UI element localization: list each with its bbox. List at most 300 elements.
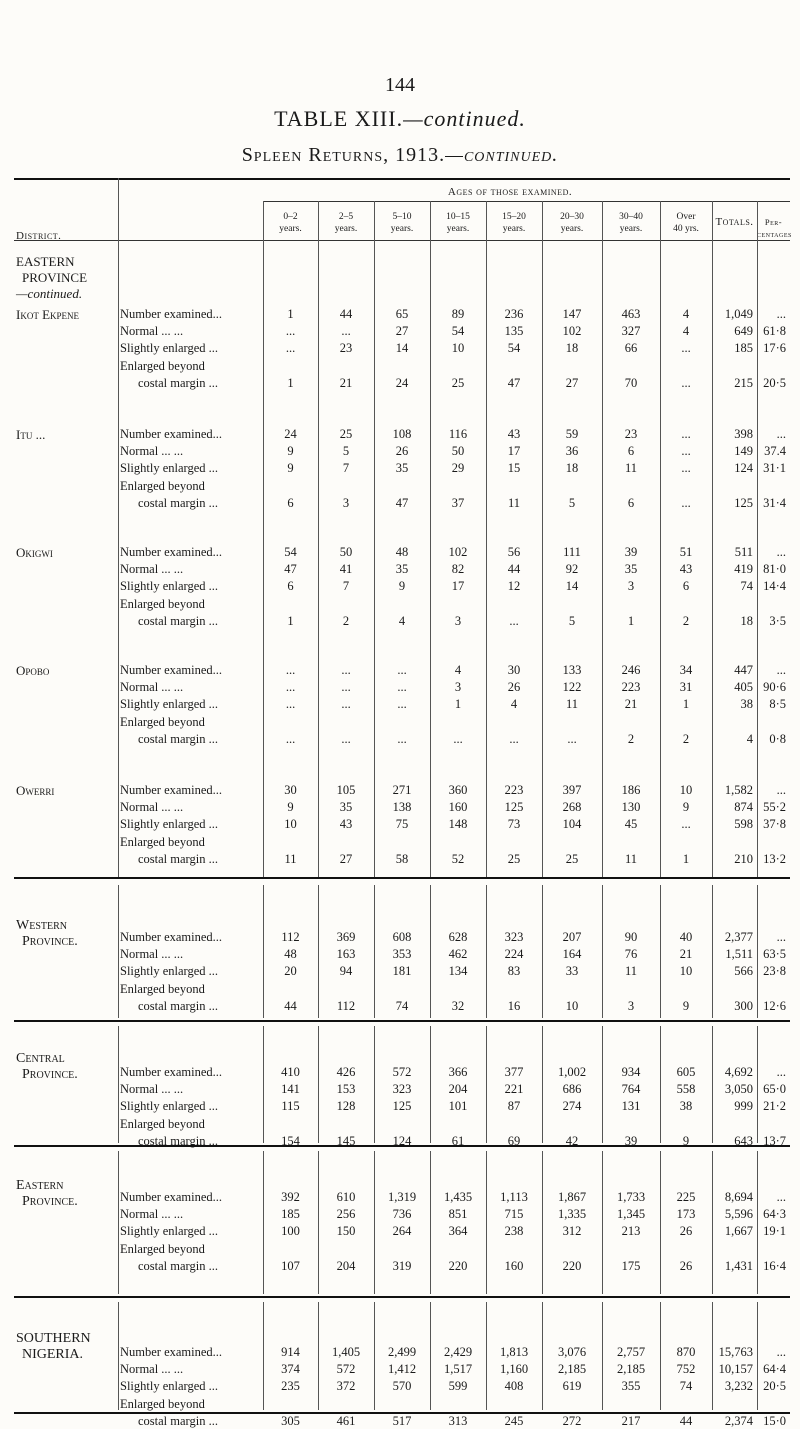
table-cell: 274 [562, 1099, 582, 1113]
g0-label-number: Number examined... [120, 307, 223, 321]
s1-label-number: Number examined... [120, 930, 223, 944]
table-cell: 18 [565, 341, 579, 355]
table-cell: 105 [336, 783, 356, 797]
section-title: Western Province. [16, 918, 78, 949]
district-header: District. [16, 230, 62, 242]
table-cell: 7 [342, 461, 350, 475]
column-divider [602, 1302, 603, 1410]
table-cell: 6 [627, 496, 635, 510]
table-cell: 45 [624, 817, 638, 831]
table-cell: 461 [336, 1414, 356, 1428]
table-cell: 268 [562, 800, 582, 814]
g2-label-normal: Normal ... ... [120, 562, 184, 576]
g3-label-number: Number examined... [120, 663, 223, 677]
table-cell: 150 [336, 1224, 356, 1238]
table-cell: 21 [679, 947, 693, 961]
table-cell: 408 [504, 1379, 524, 1393]
column-divider [374, 1026, 375, 1143]
g4-label-slightly: Slightly enlarged ... [120, 817, 219, 831]
g1-label-number: Number examined... [120, 427, 223, 441]
table-cell: 39 [624, 1134, 638, 1148]
table-cell: 74 [395, 999, 409, 1013]
table-cell: 3 [627, 579, 635, 593]
table-cell: 3·5 [769, 614, 786, 628]
table-cell: 111 [563, 545, 581, 559]
table-cell: ... [681, 427, 691, 441]
table-cell: 1,412 [387, 1362, 417, 1376]
column-divider [660, 1026, 661, 1143]
table-cell: 21 [624, 697, 638, 711]
table-cell: 2,377 [724, 930, 753, 944]
table-cell: 9 [287, 444, 294, 458]
table-cell: 715 [504, 1207, 524, 1221]
table-cell: 64·4 [763, 1362, 786, 1376]
table-cell: 934 [621, 1065, 641, 1079]
column-divider [118, 1026, 119, 1143]
table-cell: 25 [339, 427, 353, 441]
table-cell: 10 [565, 999, 579, 1013]
table-cell: 3 [342, 496, 350, 510]
g3-label-slightly: Slightly enlarged ... [120, 697, 219, 711]
table-cell: 20·5 [763, 376, 786, 390]
s4-label-slightly: Slightly enlarged ... [120, 1379, 219, 1393]
table-cell: 12·6 [763, 999, 786, 1013]
table-cell: 31·1 [763, 461, 786, 475]
column-header: 2–5 years. [334, 212, 358, 234]
table-cell: ... [776, 307, 786, 321]
column-divider [374, 885, 375, 1018]
table-cell: 1 [454, 697, 462, 711]
table-cell: 2,757 [616, 1345, 646, 1359]
table-cell: 18 [565, 461, 579, 475]
table-cell: 4 [682, 324, 690, 338]
table-cell: 63·5 [763, 947, 786, 961]
table-cell: 54 [451, 324, 465, 338]
table-cell: 1 [682, 852, 690, 866]
table-cell: 10,157 [718, 1362, 753, 1376]
table-cell: ... [776, 783, 786, 797]
table-cell: 1 [287, 376, 294, 390]
table-cell: 20 [284, 964, 297, 978]
table-cell: 51 [679, 545, 693, 559]
ages-underline [263, 201, 790, 202]
column-divider [263, 1302, 264, 1410]
table-cell: 11 [507, 496, 521, 510]
table-cell: 327 [621, 324, 641, 338]
table-cell: 3 [627, 999, 635, 1013]
table-cell: 145 [336, 1134, 356, 1148]
table-cell: 6 [627, 444, 635, 458]
table-cell: 26 [507, 680, 521, 694]
table-cell: 12 [507, 579, 521, 593]
table-cell: ... [285, 341, 296, 355]
column-divider [602, 1026, 603, 1143]
table-cell: 236 [504, 307, 524, 321]
column-divider [542, 1302, 543, 1410]
table-cell: 870 [676, 1345, 696, 1359]
table-cell: 245 [504, 1414, 524, 1428]
table-cell: 34 [679, 663, 693, 677]
table-cell: 410 [281, 1065, 300, 1079]
table-cell: ... [341, 680, 351, 694]
table-cell: 59 [565, 427, 579, 441]
table-cell: 26 [679, 1224, 693, 1238]
table-cell: 52 [451, 852, 465, 866]
table-cell: 64·3 [763, 1207, 786, 1221]
table-cell: ... [681, 376, 691, 390]
table-cell: 426 [336, 1065, 356, 1079]
table-cell: 70 [624, 376, 638, 390]
table-cell: 447 [734, 663, 753, 677]
table-cell: 223 [621, 680, 641, 694]
table-cell: 112 [336, 999, 356, 1013]
table-cell: 13·2 [763, 852, 786, 866]
g4-label-normal: Normal ... ... [120, 800, 184, 814]
table-cell: 355 [621, 1379, 641, 1393]
s2-label-enlarged: Enlarged beyond [120, 1117, 205, 1131]
table-cell: 122 [562, 680, 582, 694]
table-cell: 9 [682, 800, 690, 814]
table-cell: 15·0 [763, 1414, 786, 1428]
table-cell: 1,582 [724, 783, 753, 797]
table-cell: 566 [734, 964, 753, 978]
table-cell: 47 [284, 562, 297, 576]
table-cell: 14 [395, 341, 409, 355]
table-cell: 25 [507, 852, 521, 866]
column-divider [318, 201, 319, 877]
table-cell: 14 [565, 579, 579, 593]
table-cell: 50 [339, 545, 353, 559]
table-cell: 124 [734, 461, 753, 475]
table-cell: 319 [392, 1259, 412, 1273]
table-cell: 204 [336, 1259, 356, 1273]
table-cell: 69 [507, 1134, 521, 1148]
table-cell: 134 [448, 964, 468, 978]
table-cell: 128 [336, 1099, 356, 1113]
table-cell: 100 [281, 1224, 300, 1238]
table-cell: 35 [339, 800, 353, 814]
table-cell: 13·7 [763, 1134, 786, 1148]
s2-label-costal: costal margin ... [138, 1134, 218, 1148]
table-cell: 2 [627, 732, 635, 746]
column-divider [430, 885, 431, 1018]
table-cell: ... [453, 732, 463, 746]
table-cell: 599 [448, 1379, 468, 1393]
table-cell: 1,813 [499, 1345, 529, 1359]
section-rule [14, 1020, 790, 1022]
table-cell: 4 [746, 732, 753, 746]
table-cell: 4 [454, 663, 462, 677]
page-number: 144 [385, 74, 415, 96]
table-cell: 3,076 [557, 1345, 587, 1359]
table-cell: 0·8 [769, 732, 786, 746]
table-cell: 37.4 [764, 444, 786, 458]
column-divider [712, 201, 713, 877]
column-divider [712, 1026, 713, 1143]
table-cell: 55·2 [763, 800, 786, 814]
table-cell: 43 [679, 562, 693, 576]
table-cell: 24 [284, 427, 297, 441]
table-cell: 360 [448, 783, 468, 797]
table-cell: 3 [454, 614, 462, 628]
table-cell: 160 [448, 800, 468, 814]
table-cell: ... [341, 732, 351, 746]
table-cell: 185 [734, 341, 753, 355]
table-cell: 5 [342, 444, 350, 458]
table-cell: 23·8 [763, 964, 786, 978]
column-divider [374, 201, 375, 877]
column-divider [712, 1302, 713, 1410]
table-cell: 517 [392, 1414, 412, 1428]
table-cell: 462 [448, 947, 468, 961]
table-cell: 313 [448, 1414, 468, 1428]
column-divider [118, 885, 119, 1018]
g3-label-normal: Normal ... ... [120, 680, 184, 694]
s4-label-number: Number examined... [120, 1345, 223, 1359]
column-divider [118, 1302, 119, 1410]
table-cell: 25 [565, 852, 579, 866]
table-cell: 125 [392, 1099, 412, 1113]
column-divider [542, 1026, 543, 1143]
table-cell: 1,335 [557, 1207, 587, 1221]
table-title [0, 106, 800, 132]
table-cell: 392 [281, 1190, 300, 1204]
table-cell: 1 [682, 697, 690, 711]
column-divider [430, 1302, 431, 1410]
table-cell: 125 [504, 800, 524, 814]
table-cell: 11 [624, 964, 638, 978]
g1-label-costal: costal margin ... [138, 496, 218, 510]
table-cell: ... [397, 680, 407, 694]
title-main: TABLE XIII. [274, 106, 404, 131]
table-cell: 38 [740, 697, 753, 711]
table-cell: 76 [624, 947, 638, 961]
table-cell: 26 [395, 444, 409, 458]
table-cell: 2,499 [387, 1345, 417, 1359]
column-divider [757, 201, 758, 877]
table-cell: 419 [734, 562, 753, 576]
s1-label-enlarged: Enlarged beyond [120, 982, 205, 996]
table-cell: 74 [740, 579, 753, 593]
table-cell: 6 [287, 496, 294, 510]
table-cell: 736 [392, 1207, 412, 1221]
s1-label-slightly: Slightly enlarged ... [120, 964, 219, 978]
table-cell: 147 [562, 307, 582, 321]
table-cell: ... [776, 1190, 786, 1204]
column-divider [757, 885, 758, 1018]
column-divider [430, 201, 431, 877]
table-cell: 5,596 [724, 1207, 753, 1221]
table-cell: 83 [507, 964, 521, 978]
table-cell: 26 [679, 1259, 693, 1273]
table-cell: 44 [339, 307, 353, 321]
table-cell: 1,667 [724, 1224, 753, 1238]
column-header: 0–2 years. [279, 212, 302, 234]
table-cell: 377 [504, 1065, 524, 1079]
table-cell: 221 [504, 1082, 524, 1096]
table-cell: 54 [507, 341, 521, 355]
table-cell: 6 [682, 579, 690, 593]
table-cell: 1,002 [557, 1065, 587, 1079]
table-cell: 223 [504, 783, 524, 797]
table-cell: 17 [507, 444, 521, 458]
table-cell: 37·8 [763, 817, 786, 831]
column-divider [263, 1026, 264, 1143]
table-cell: 1 [627, 614, 635, 628]
column-divider [660, 201, 661, 877]
table-cell: 58 [395, 852, 409, 866]
table-cell: ... [776, 427, 786, 441]
district-name: Itu ... [16, 427, 46, 442]
table-bottom-rule [14, 1412, 790, 1414]
table-cell: 30 [284, 783, 297, 797]
table-cell: ... [681, 496, 691, 510]
table-cell: 7 [342, 579, 350, 593]
table-cell: 210 [734, 852, 753, 866]
table-cell: 47 [507, 376, 521, 390]
table-cell: 131 [621, 1099, 641, 1113]
table-cell: 6 [287, 579, 294, 593]
column-divider [602, 201, 603, 877]
table-cell: 39 [624, 545, 638, 559]
g0-label-enlarged: Enlarged beyond [120, 359, 205, 373]
column-divider [118, 1151, 119, 1294]
column-divider [602, 885, 603, 1018]
table-cell: 764 [621, 1082, 641, 1096]
section-rule [14, 1296, 790, 1298]
column-header: Per-centages [757, 217, 792, 239]
table-cell: ... [681, 341, 691, 355]
table-cell: 149 [734, 444, 753, 458]
table-cell: 42 [565, 1134, 579, 1148]
table-cell: 9 [682, 1134, 690, 1148]
table-cell: 570 [392, 1379, 412, 1393]
table-cell: ... [567, 732, 577, 746]
table-cell: ... [776, 1345, 786, 1359]
table-cell: 610 [336, 1190, 356, 1204]
column-divider [263, 1151, 264, 1294]
table-cell: 23 [339, 341, 353, 355]
column-divider [757, 1151, 758, 1294]
column-divider [430, 1026, 431, 1143]
table-cell: 1,867 [557, 1190, 587, 1204]
top-rule [14, 178, 790, 180]
column-divider [374, 1302, 375, 1410]
table-cell: 31 [679, 680, 693, 694]
table-cell: 10 [451, 341, 465, 355]
table-cell: 44 [679, 1414, 693, 1428]
table-cell: 154 [281, 1134, 300, 1148]
column-divider [602, 1151, 603, 1294]
table-cell: 213 [621, 1224, 641, 1238]
table-cell: 19·1 [763, 1224, 786, 1238]
table-cell: 43 [339, 817, 353, 831]
table-cell: 31·4 [763, 496, 786, 510]
table-cell: 15 [507, 461, 521, 475]
table-cell: 1 [287, 307, 294, 321]
section-title: Central Province. [16, 1051, 78, 1082]
table-cell: 8·5 [769, 697, 786, 711]
column-divider [486, 201, 487, 877]
table-cell: 186 [621, 783, 641, 797]
table-cell: ... [285, 697, 296, 711]
table-cell: 17·6 [763, 341, 786, 355]
table-cell: 27 [565, 376, 579, 390]
table-cell: 598 [734, 817, 753, 831]
table-cell: 3,232 [724, 1379, 753, 1393]
section-rule [14, 1145, 790, 1147]
table-cell: 10 [284, 817, 297, 831]
table-cell: 173 [676, 1207, 696, 1221]
column-divider [318, 1302, 319, 1410]
table-cell: 605 [676, 1065, 696, 1079]
table-cell: ... [776, 1065, 786, 1079]
table-cell: 181 [392, 964, 412, 978]
section-title-eastern: EASTERN PROVINCE —continued. [16, 254, 88, 301]
g2-label-costal: costal margin ... [138, 614, 218, 628]
table-cell: 305 [281, 1414, 300, 1428]
table-cell: 323 [392, 1082, 412, 1096]
g4-label-enlarged: Enlarged beyond [120, 835, 205, 849]
table-cell: 135 [504, 324, 524, 338]
table-cell: 43 [507, 427, 521, 441]
table-cell: 220 [448, 1259, 468, 1273]
table-cell: 272 [562, 1414, 582, 1428]
table-cell: 27 [395, 324, 409, 338]
g3-label-costal: costal margin ... [138, 732, 218, 746]
table-cell: 238 [504, 1224, 524, 1238]
table-cell: 2 [682, 614, 690, 628]
table-cell: 138 [392, 800, 412, 814]
table-cell: ... [509, 614, 519, 628]
table-cell: 32 [451, 999, 465, 1013]
column-header: 10–15 years. [446, 212, 470, 234]
table-cell: 15,763 [718, 1345, 753, 1359]
header-bottom-rule [14, 240, 790, 241]
table-cell: ... [341, 663, 351, 677]
table-cell: 107 [281, 1259, 300, 1273]
table-cell: ... [681, 461, 691, 475]
table-cell: 1,511 [725, 947, 753, 961]
table-cell: 874 [734, 800, 753, 814]
table-cell: 752 [676, 1362, 696, 1376]
table-cell: 94 [339, 964, 353, 978]
column-divider [660, 1302, 661, 1410]
column-divider [263, 885, 264, 1018]
table-cell: 364 [448, 1224, 468, 1238]
table-cell: 102 [562, 324, 582, 338]
table-cell: 185 [281, 1207, 300, 1221]
column-divider [318, 1026, 319, 1143]
district-name: Ikot Ekpene [16, 307, 80, 322]
column-header: Over 40 yrs. [673, 212, 699, 234]
table-cell: 11 [284, 852, 297, 866]
table-cell: 649 [734, 324, 753, 338]
table-cell: 108 [392, 427, 412, 441]
column-divider [263, 201, 264, 877]
table-cell: 160 [504, 1259, 524, 1273]
table-cell: 398 [734, 427, 753, 441]
g0-label-slightly: Slightly enlarged ... [120, 341, 219, 355]
table-cell: 44 [507, 562, 521, 576]
s2-label-slightly: Slightly enlarged ... [120, 1099, 219, 1113]
table-cell: 148 [448, 817, 468, 831]
table-cell: 300 [734, 999, 753, 1013]
table-cell: 48 [284, 947, 297, 961]
section-title: Eastern Province. [16, 1178, 78, 1209]
table-cell: 215 [734, 376, 753, 390]
column-divider [486, 1302, 487, 1410]
